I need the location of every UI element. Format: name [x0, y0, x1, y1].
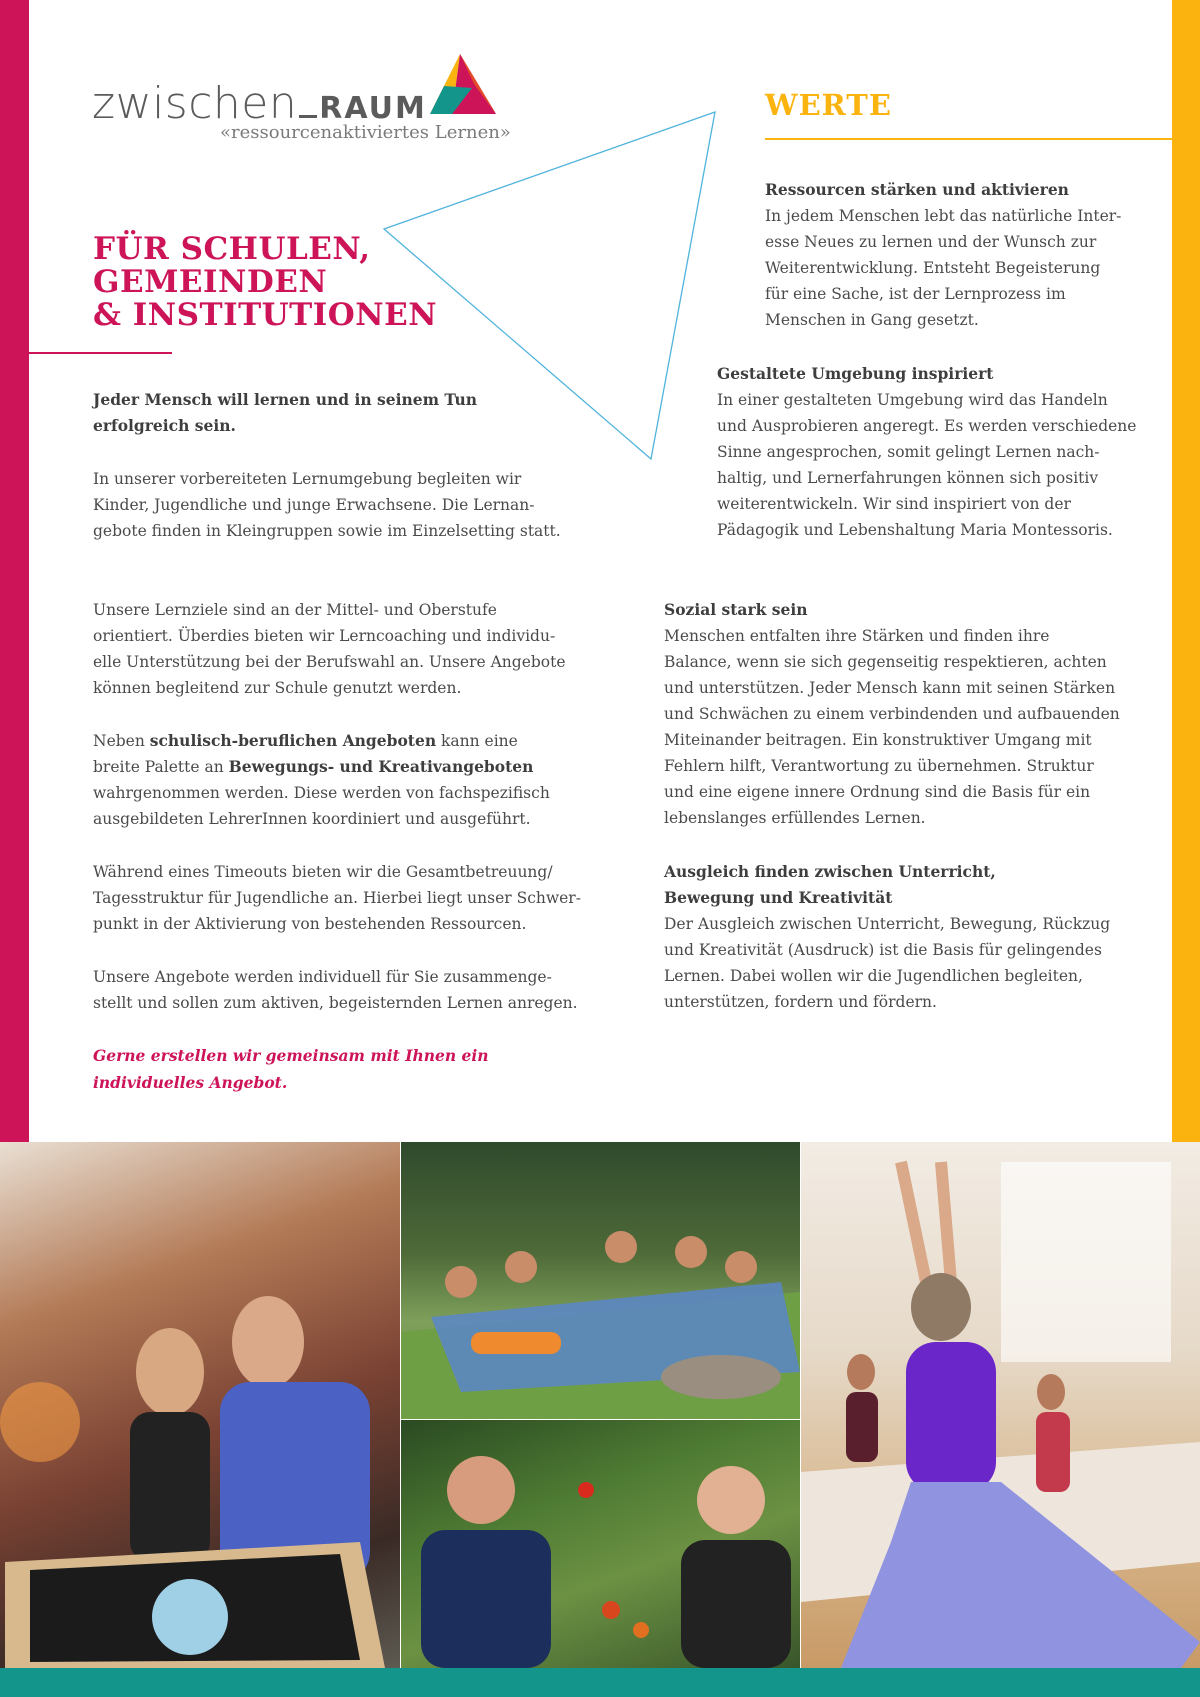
main-heading-line-1: FÜR SCHULEN, — [93, 231, 371, 267]
photo-montessori-illustration — [0, 1142, 400, 1668]
value-line: esse Neues zu lernen und der Wunsch zur — [765, 233, 1097, 251]
values-heading: WERTE — [765, 88, 892, 122]
value-line: Balance, wenn sie sich gegenseitig respektieren, achten — [664, 653, 1107, 671]
value-line: Pädagogik und Lebenshaltung Maria Montessoris. — [717, 521, 1113, 539]
value-line: Menschen entfalten ihre Stärken und finden ihre — [664, 627, 1050, 645]
photo-yoga — [801, 1142, 1200, 1668]
value-line: und unterstützen. Jeder Mensch kann mit seinen Stärken — [664, 679, 1116, 697]
paragraph-line: orientiert. Überdies bieten wir Lerncoaching und individu- — [93, 627, 556, 645]
value-line: Weiterentwicklung. Entsteht Begeisterung — [765, 259, 1101, 277]
closing-call-to-action — [93, 1042, 573, 1096]
value-resources — [765, 177, 1165, 333]
value-title: Gestaltete Umgebung inspiriert — [717, 364, 994, 383]
paragraph-line: stellt und sollen zum aktiven, begeisternden Lernen anregen. — [93, 994, 578, 1012]
value-title: Sozial stark sein — [664, 600, 808, 619]
paragraph-bold: schulisch-beruflichen Angeboten — [149, 731, 437, 750]
paragraph-line: gebote finden in Kleingruppen sowie im Einzelsetting statt. — [93, 522, 561, 540]
paragraph-line: elle Unterstützung bei der Berufswahl an. Unsere Angebote — [93, 653, 566, 671]
paragraph-text: Neben — [93, 732, 150, 750]
paragraph-line: Unsere Angebote werden individuell für Sie zusammenge- — [93, 968, 552, 986]
value-title: Bewegung und Kreativität — [664, 888, 893, 907]
value-environment — [717, 361, 1167, 543]
paragraph-line: Während eines Timeouts bieten wir die Gesamtbetreuung/ — [93, 863, 553, 881]
value-social — [664, 597, 1164, 831]
paragraph-line: Tagesstruktur für Jugendliche an. Hierbei liegt unser Schwer- — [93, 889, 581, 907]
values-divider — [765, 138, 1172, 140]
photo-garden-illustration — [401, 1420, 800, 1668]
paragraph-offerings — [93, 728, 613, 832]
photo-group-illustration — [401, 1142, 800, 1419]
closing-line: individuelles Angebot. — [93, 1073, 288, 1092]
bottom-accent-bar — [0, 1668, 1200, 1697]
value-balance — [664, 859, 1164, 1015]
main-heading-line-2: GEMEINDEN — [93, 264, 328, 300]
logo-word-strong: RAUM — [319, 91, 427, 126]
photo-garden — [401, 1420, 800, 1668]
heading-divider — [29, 352, 172, 354]
paragraph-line: können begleitend zur Schule genutzt werden. — [93, 679, 462, 697]
value-line: Fehlern hilft, Verantwortung zu übernehmen. Struktur — [664, 757, 1094, 775]
closing-line: Gerne erstellen wir gemeinsam mit Ihnen ein — [93, 1046, 489, 1065]
value-line: Lernen. Dabei wollen wir die Jugendlichen begleiten, — [664, 967, 1083, 985]
intro-lead — [93, 387, 593, 439]
value-line: Sinne angesprochen, somit gelingt Lernen nach- — [717, 443, 1100, 461]
value-line: In einer gestalteten Umgebung wird das Handeln — [717, 391, 1108, 409]
paragraph-learning-environment — [93, 466, 613, 544]
photo-yoga-illustration — [801, 1142, 1200, 1668]
intro-lead-line: erfolgreich sein. — [93, 416, 236, 435]
paragraph-line: Unsere Lernziele sind an der Mittel- und Oberstufe — [93, 601, 497, 619]
left-accent-bar — [0, 0, 29, 1142]
value-line: für eine Sache, ist der Lernprozess im — [765, 285, 1066, 303]
paragraph-learning-goals — [93, 597, 613, 701]
paragraph-bold: Bewegungs- und Kreativangeboten — [228, 757, 534, 776]
value-line: und eine eigene innere Ordnung sind die Basis für ein — [664, 783, 1091, 801]
value-title: Ressourcen stärken und aktivieren — [765, 180, 1069, 199]
paragraph-text: kann eine — [436, 732, 518, 750]
value-line: und Kreativität (Ausdruck) ist die Basis für gelingendes — [664, 941, 1102, 959]
photo-montessori-lesson — [0, 1142, 400, 1668]
value-line: weiterentwickeln. Wir sind inspiriert von der — [717, 495, 1071, 513]
right-accent-bar — [1172, 0, 1200, 1142]
logo-word-light: zwischen — [92, 78, 298, 129]
paragraph-individual — [93, 964, 653, 1016]
paragraph-line: Kinder, Jugendliche und junge Erwachsene. Die Lernan- — [93, 496, 535, 514]
logo-underscore — [299, 115, 317, 118]
logo-tagline: «ressourcenaktiviertes Lernen» — [220, 122, 511, 143]
value-line: Menschen in Gang gesetzt. — [765, 311, 979, 329]
intro-lead-line: Jeder Mensch will lernen und in seinem Tun — [93, 390, 478, 409]
value-title: Ausgleich finden zwischen Unterricht, — [664, 862, 996, 881]
value-line: lebenslanges erfüllendes Lernen. — [664, 809, 926, 827]
photo-outdoor-group — [401, 1142, 800, 1419]
paragraph-timeout — [93, 859, 633, 937]
main-heading-line-3: & INSTITUTIONEN — [93, 297, 438, 333]
paragraph-line: ausgebildeten LehrerInnen koordiniert und ausgeführt. — [93, 810, 531, 828]
value-line: Der Ausgleich zwischen Unterricht, Bewegung, Rückzug — [664, 915, 1111, 933]
value-line: Miteinander beitragen. Ein konstruktiver Umgang mit — [664, 731, 1092, 749]
value-line: unterstützen, fordern und fördern. — [664, 993, 937, 1011]
paragraph-text: breite Palette an — [93, 758, 229, 776]
value-line: und Ausprobieren angeregt. Es werden verschiedene — [717, 417, 1137, 435]
paragraph-line: wahrgenommen werden. Diese werden von fachspezifisch — [93, 784, 550, 802]
value-line: und Schwächen zu einem verbindenden und aufbauenden — [664, 705, 1120, 723]
main-heading — [93, 233, 437, 332]
value-line: haltig, und Lernerfahrungen können sich positiv — [717, 469, 1099, 487]
paragraph-line: In unserer vorbereiteten Lernumgebung begleiten wir — [93, 470, 522, 488]
value-line: In jedem Menschen lebt das natürliche Inter- — [765, 207, 1122, 225]
paragraph-line: punkt in der Aktivierung von bestehenden Ressourcen. — [93, 915, 527, 933]
